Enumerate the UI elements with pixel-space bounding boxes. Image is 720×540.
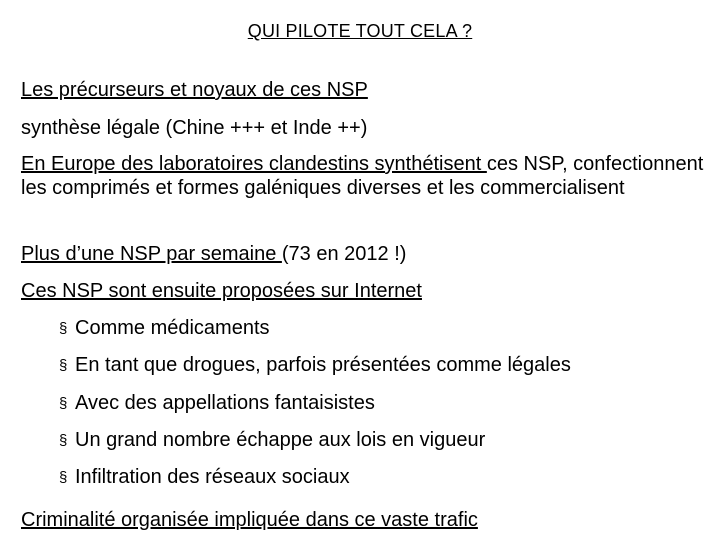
paragraph-clandestine-labs [21, 152, 711, 200]
bullet-item [59, 428, 485, 453]
paragraph-legal-synthesis: synthèse légale (Chine +++ et Inde ++) [21, 117, 368, 139]
weekly-nsp-rest: (73 en 2012 !) [281, 243, 407, 265]
weekly-nsp-underlined: Plus d’une NSP par semaine [21, 243, 282, 265]
bullet-icon: § [59, 469, 68, 486]
bullet-text: Infiltration des réseaux sociaux [75, 466, 350, 488]
clandestine-labs-rest: ces NSP, confectionnent les comprimés et formes galéniques diverses et les commercialisent [21, 153, 704, 199]
bullet-text: En tant que drogues, parfois présentées comme légales [75, 354, 571, 376]
bullet-icon: § [59, 432, 68, 449]
paragraph-precursors: Les précurseurs et noyaux de ces NSP [21, 79, 368, 101]
paragraph-internet: Ces NSP sont ensuite proposées sur Internet [21, 280, 422, 302]
bullet-icon: § [59, 357, 68, 374]
bullet-text: Un grand nombre échappe aux lois en vigueur [75, 429, 486, 451]
paragraph-organized-crime: Criminalité organisée impliquée dans ce vaste trafic [21, 509, 478, 531]
bullet-icon: § [59, 320, 68, 337]
slide-title: QUI PILOTE TOUT CELA ? [247, 21, 473, 41]
bullet-item [59, 391, 375, 416]
bullet-text: Comme médicaments [75, 317, 270, 339]
bullet-item [59, 353, 571, 378]
bullet-item [59, 316, 270, 341]
clandestine-labs-underlined: En Europe des laboratoires clandestins synthétisent [21, 153, 487, 175]
bullet-icon: § [59, 395, 68, 412]
paragraph-weekly-nsp [21, 242, 711, 266]
bullet-text: Avec des appellations fantaisistes [75, 392, 375, 414]
bullet-item [59, 465, 350, 490]
